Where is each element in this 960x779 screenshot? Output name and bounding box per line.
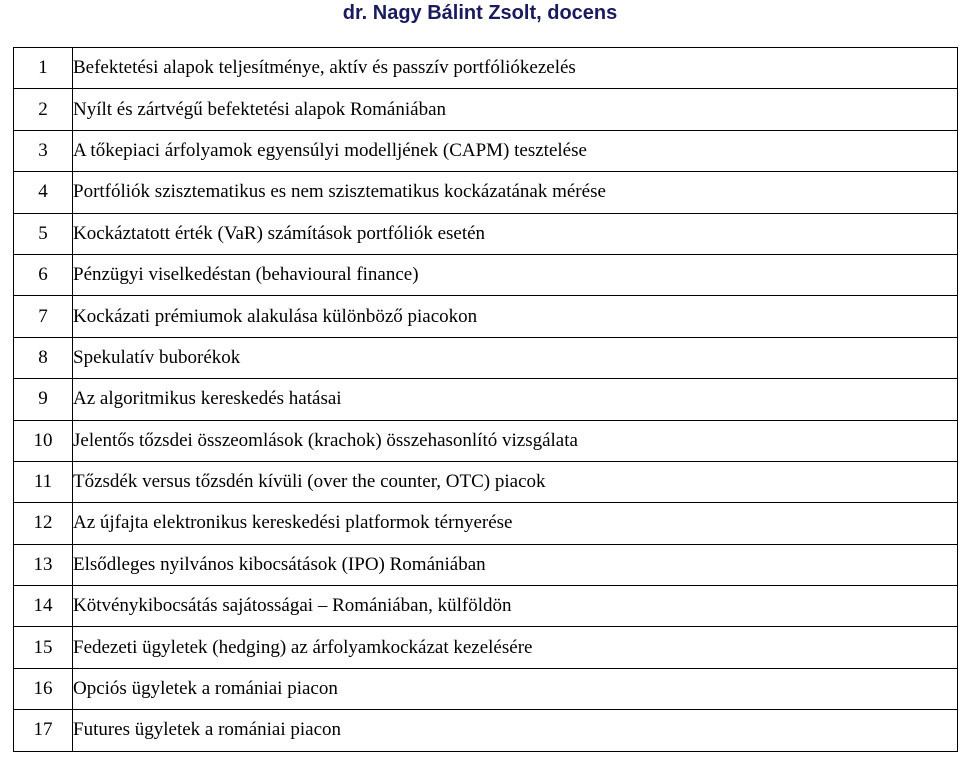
row-number: 3 bbox=[14, 130, 73, 171]
row-title: Jelentős tőzsdei összeomlások (krachok) összehasonlító vizsgálata bbox=[73, 420, 958, 461]
table-row bbox=[14, 710, 958, 751]
table-row bbox=[14, 503, 958, 544]
row-number: 2 bbox=[14, 89, 73, 130]
row-number: 4 bbox=[14, 172, 73, 213]
topics-table-body bbox=[14, 48, 958, 752]
row-number: 6 bbox=[14, 254, 73, 295]
table-row bbox=[14, 89, 958, 130]
row-number: 7 bbox=[14, 296, 73, 337]
table-row bbox=[14, 254, 958, 295]
row-title: Pénzügyi viselkedéstan (behavioural finance) bbox=[73, 254, 958, 295]
row-number: 17 bbox=[14, 710, 73, 751]
row-number: 12 bbox=[14, 503, 73, 544]
table-row bbox=[14, 337, 958, 378]
row-title: A tőkepiaci árfolyamok egyensúlyi modelljének (CAPM) tesztelése bbox=[73, 130, 958, 171]
row-title: Kockázati prémiumok alakulása különböző piacokon bbox=[73, 296, 958, 337]
row-number: 9 bbox=[14, 379, 73, 420]
row-title: Fedezeti ügyletek (hedging) az árfolyamkockázat kezelésére bbox=[73, 627, 958, 668]
table-row bbox=[14, 627, 958, 668]
row-number: 5 bbox=[14, 213, 73, 254]
row-title: Kockáztatott érték (VaR) számítások portfóliók esetén bbox=[73, 213, 958, 254]
row-title: Portfóliók szisztematikus es nem szisztematikus kockázatának mérése bbox=[73, 172, 958, 213]
row-title: Spekulatív buborékok bbox=[73, 337, 958, 378]
row-number: 1 bbox=[14, 48, 73, 89]
topics-table bbox=[13, 47, 958, 752]
row-title: Elsődleges nyilvános kibocsátások (IPO) Romániában bbox=[73, 544, 958, 585]
table-row bbox=[14, 668, 958, 709]
row-number: 15 bbox=[14, 627, 73, 668]
table-row bbox=[14, 544, 958, 585]
row-number: 11 bbox=[14, 461, 73, 502]
table-row bbox=[14, 461, 958, 502]
row-title: Futures ügyletek a romániai piacon bbox=[73, 710, 958, 751]
table-row bbox=[14, 172, 958, 213]
row-number: 8 bbox=[14, 337, 73, 378]
row-title: Az újfajta elektronikus kereskedési platformok térnyerése bbox=[73, 503, 958, 544]
row-number: 10 bbox=[14, 420, 73, 461]
page-heading: dr. Nagy Bálint Zsolt, docens bbox=[342, 2, 618, 24]
row-title: Nyílt és zártvégű befektetési alapok Romániában bbox=[73, 89, 958, 130]
table-row bbox=[14, 296, 958, 337]
table-row bbox=[14, 420, 958, 461]
row-number: 13 bbox=[14, 544, 73, 585]
row-title: Tőzsdék versus tőzsdén kívüli (over the counter, OTC) piacok bbox=[73, 461, 958, 502]
table-row bbox=[14, 586, 958, 627]
table-row bbox=[14, 130, 958, 171]
row-number: 16 bbox=[14, 668, 73, 709]
row-title: Opciós ügyletek a romániai piacon bbox=[73, 668, 958, 709]
table-row bbox=[14, 48, 958, 89]
row-number: 14 bbox=[14, 586, 73, 627]
table-row bbox=[14, 213, 958, 254]
row-title: Kötvénykibocsátás sajátosságai – Romániában, külföldön bbox=[73, 586, 958, 627]
row-title: Az algoritmikus kereskedés hatásai bbox=[73, 379, 958, 420]
row-title: Befektetési alapok teljesítménye, aktív és passzív portfóliókezelés bbox=[73, 48, 958, 89]
table-row bbox=[14, 379, 958, 420]
